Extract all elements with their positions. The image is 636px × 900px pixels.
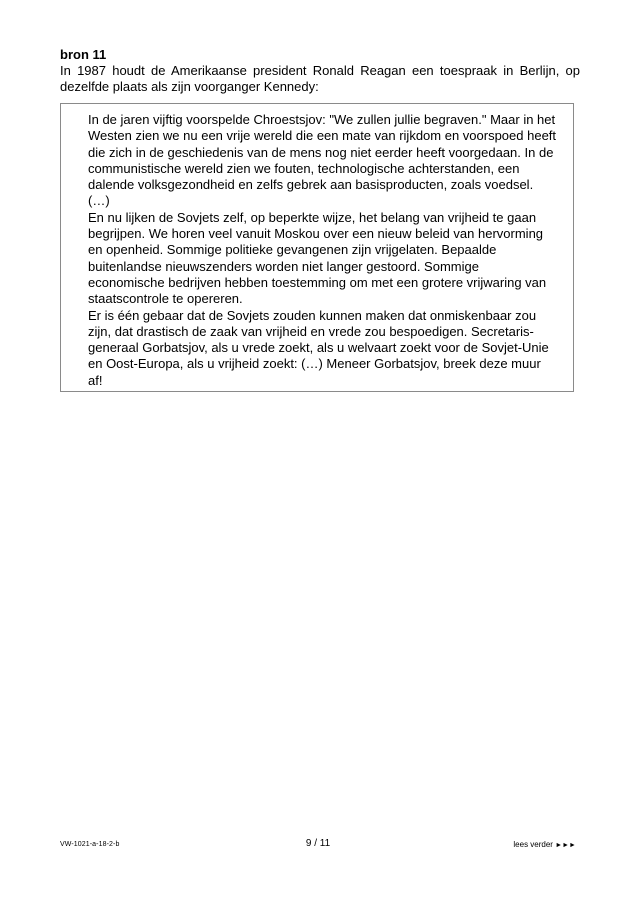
triple-arrow-icon: ►►► [555,842,576,849]
continue-label: lees verder [513,840,553,849]
quote-paragraph-3: Er is één gebaar dat de Sovjets zouden kunnen maken dat onmiskenbaar zou zijn, dat drastisch de zaak van vrijheid en vrede zou bespoedigen. Secretaris-generaal Gorbatsjov, als u vrede zoekt, als u welvaart zoekt voor de Sovjet-Unie en Oost-Europa, als u vrijheid zoekt: (…) Meneer Gorbatsjov, breek deze muur af! [88,307,549,388]
exam-code: VW-1021-a-18-2-b [60,841,120,848]
quote-box [60,103,574,392]
continue-note [513,839,576,851]
quote-paragraph-1: In de jaren vijftig voorspelde Chroestsjov: "We zullen jullie begraven." Maar in het Westen zien we nu een vrije wereld die een mate van rijkdom en voorspoed heeft die zich in de geschiedenis van de mens nog niet eerder heeft voorgedaan. In de communistische wereld zien we fouten, technologische achterstanden, een dalende volksgezondheid en zelfs gebrek aan basisproducten, zoals voedsel. (…) [88,112,557,209]
source-intro: In 1987 houdt de Amerikaanse president Ronald Reagan een toespraak in Berlijn, op dezelfde plaats als zijn voorganger Kennedy: [60,63,580,94]
source-heading: bron 11 [60,47,107,62]
quote-paragraph-2: En nu lijken de Sovjets zelf, op beperkte wijze, het belang van vrijheid te gaan begrijpen. We horen veel vanuit Moskou over een nieuw beleid van hervorming en openheid. Sommige politieke gevangenen zijn vrijgelaten. Bepaalde buitenlandse nieuwszenders worden niet langer gestoord. Sommige economische bedrijven hebben toestemming om met een grotere vrijwaring van staatscontrole te opereren. [88,209,547,307]
page-number: 9 / 11 [305,838,331,849]
quote-text [88,112,558,389]
page-footer [60,838,576,852]
